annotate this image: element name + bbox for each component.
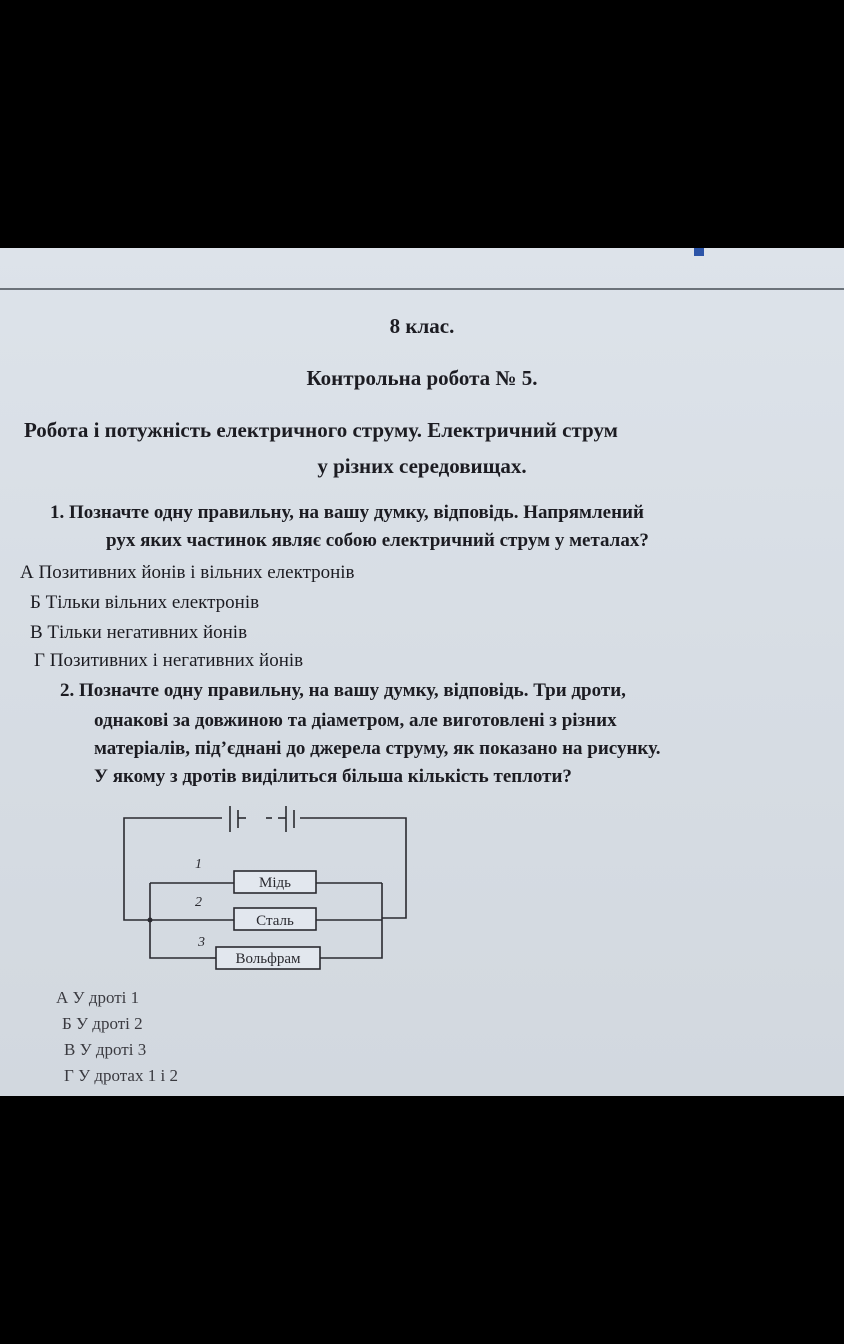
wire-3-number: 3 xyxy=(198,935,205,950)
q1-option-a: А Позитивних йонів і вільних електронів xyxy=(20,562,355,583)
document-page xyxy=(0,248,844,1096)
question-2-line-3: матеріалів, під’єднані до джерела струму, як показано на рисунку. xyxy=(94,738,661,759)
topic-line-2: у різних середовищах. xyxy=(317,454,527,478)
q1-option-b: Б Тільки вільних електронів xyxy=(30,592,260,613)
q2-option-b: Б У дроті 2 xyxy=(62,1014,143,1033)
q1-option-c: В Тільки негативних йонів xyxy=(30,622,248,643)
topic-line-1: Робота і потужність електричного струму. Електричний струм xyxy=(24,418,618,442)
circuit-diagram xyxy=(110,798,420,978)
q1-option-d: Г Позитивних і негативних йонів xyxy=(34,650,304,671)
wire-1-number: 1 xyxy=(195,857,202,872)
wire-2-number: 2 xyxy=(195,895,202,910)
question-2-line-4: У якому з дротів виділиться більша кількість теплоти? xyxy=(94,766,572,787)
q2-option-d: Г У дротах 1 і 2 xyxy=(64,1066,178,1085)
q2-option-a: А У дроті 1 xyxy=(56,988,140,1007)
wire-3-label: Вольфрам xyxy=(235,951,301,967)
wire-1-label: Мідь xyxy=(259,875,291,891)
question-2-line-2: однакові за довжиною та діаметром, але виготовлені з різних xyxy=(94,710,617,731)
header-rule xyxy=(0,288,844,290)
question-1-line-1: 1. Позначте одну правильну, на вашу думку, відповідь. Напрямлений xyxy=(50,502,644,523)
test-title: Контрольна робота № 5. xyxy=(306,366,538,390)
outer-loop-wire-right xyxy=(300,818,406,918)
question-2-line-1: 2. Позначте одну правильну, на вашу думку, відповідь. Три дроти, xyxy=(60,680,626,701)
q2-option-c: В У дроті 3 xyxy=(64,1040,147,1059)
corner-mark xyxy=(694,248,704,256)
question-1-line-2: рух яких частинок являє собою електричний струм у металах? xyxy=(106,530,649,551)
junction-dot xyxy=(148,918,153,923)
wire-2-label: Сталь xyxy=(256,913,294,929)
outer-loop-wire xyxy=(124,818,222,920)
grade-heading: 8 клас. xyxy=(389,314,455,338)
